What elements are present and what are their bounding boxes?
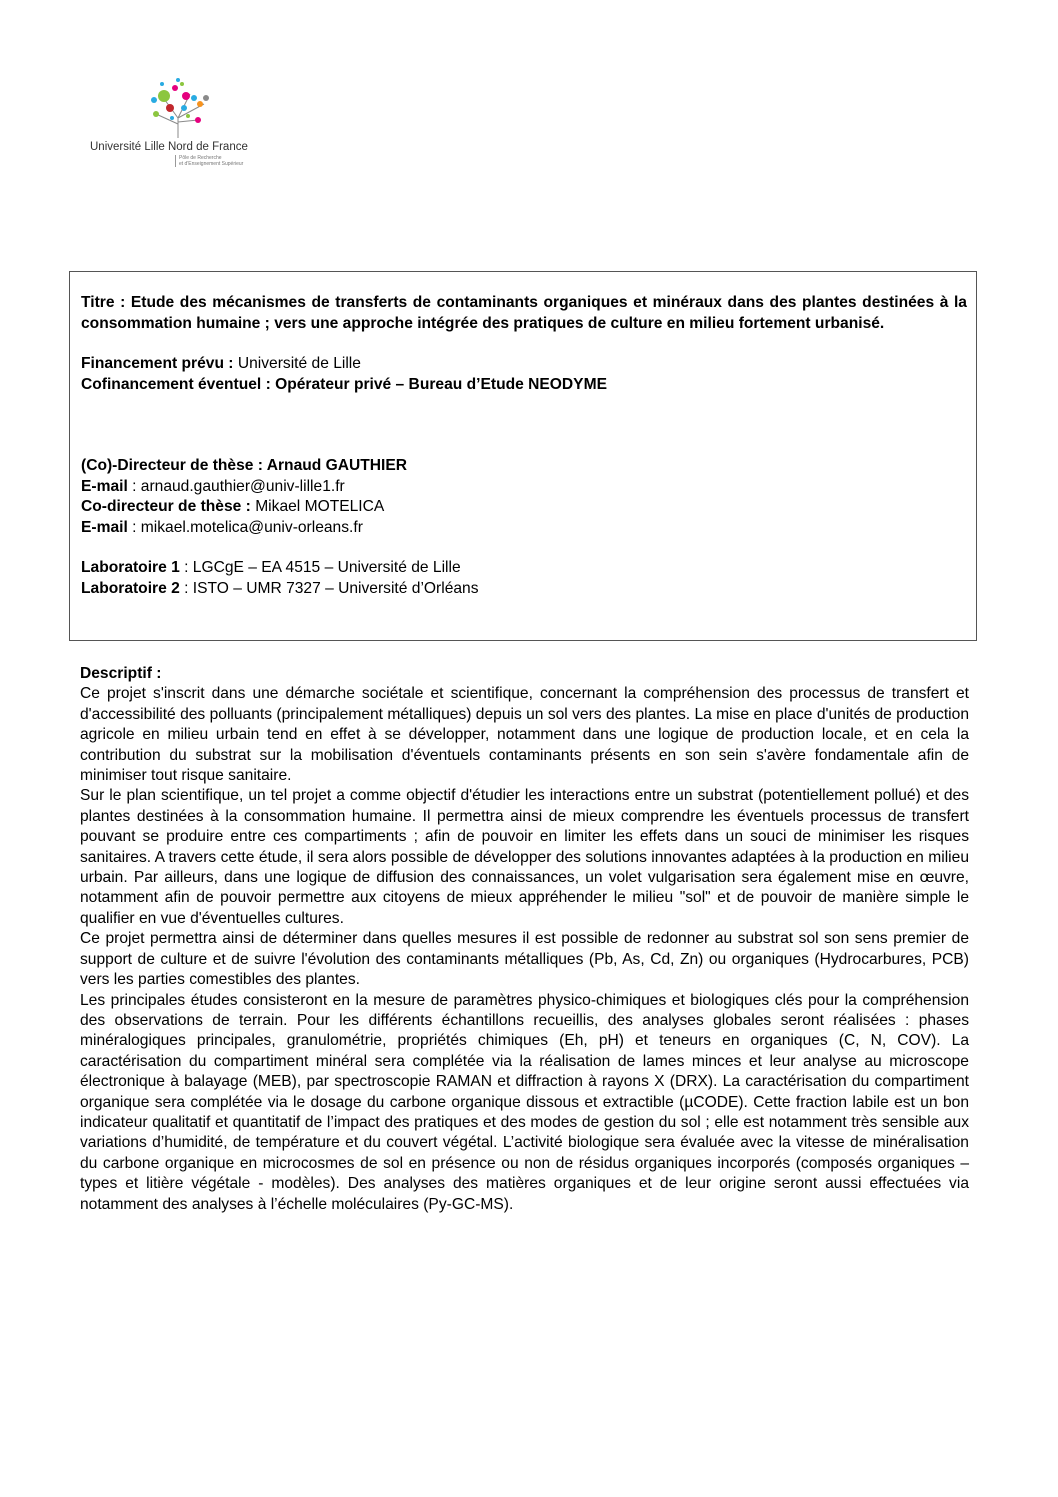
description-paragraph-1: Ce projet s'inscrit dans une démarche sociétale et scientifique, concernant la compréhension des processus de transfert et d'accessibilité des polluants (principalement métalliques) depuis un sol vers des plantes. La mise en place d'unités de production agricole en milieu urbain tend en effet à se développer, notamment dans une logique de production locale, et en cela la contribution du substrat sur la mobilisation d'éventuels contaminants présents en son sein s'avère fondamentale afin de minimiser tout risque sanitaire. xyxy=(80,685,969,785)
logo-tagline-line-1: Pôle de Recherche xyxy=(179,155,222,161)
email1-label: E-mail xyxy=(81,477,128,495)
title-text: Etude des mécanismes de transferts de contaminants organiques et minéraux dans des plantes destinées à la consommation humaine ; vers une approche intégrée des pratiques de culture en milieu fortement urbanisé. xyxy=(81,294,967,332)
description-paragraph-2: Sur le plan scientifique, un tel projet a comme objectif d'étudier les interactions entre un substrat (potentiellement pollué) et des plantes destinées à la consommation humaine. Il permettra ainsi de mieux comprendre les éventuels processus de transfert pouvant se produire entre ces compartiments ; afin de pouvoir en limiter les effets dans un souci de minimiser les risques sanitaires. A travers cette étude, il sera alors possible de développer des solutions innovantes adaptées à la production en milieu urbain. Par ailleurs, dans une logique de diffusion des connaissances, un volet vulgarisation sera également mise en œuvre, notamment afin de pouvoir permettre aux citoyens de mieux appréhender le milieu "sol" et de pouvoir de manière simple le qualifier en vue d'éventuelles cultures. xyxy=(80,787,969,927)
cofunding-line: Cofinancement éventuel : Opérateur privé – Bureau d’Etude NEODYME xyxy=(81,375,607,393)
lab2-line xyxy=(81,579,967,600)
codirector-line xyxy=(81,497,967,518)
lab1-line xyxy=(81,558,967,579)
logo-university-name: Université Lille Nord de France xyxy=(90,141,248,153)
email2-label: E-mail xyxy=(81,518,128,536)
thesis-title xyxy=(81,293,967,334)
funding-line xyxy=(81,354,967,375)
logo-tagline-line-2: et d'Enseignement Supérieur xyxy=(179,161,244,167)
codirector-value: Mikael MOTELICA xyxy=(255,498,385,515)
lab1-label: Laboratoire 1 xyxy=(81,559,180,576)
description-heading: Descriptif : xyxy=(80,665,162,682)
university-logo xyxy=(88,74,268,174)
funding-label: Financement prévu : xyxy=(81,355,234,372)
description-section xyxy=(80,664,969,1215)
email2-line xyxy=(81,518,967,539)
description-paragraph-4: Les principales études consisteront en la mesure de paramètres physico-chimiques et biologiques clés pour la compréhension des observations de terrain. Pour les différents échantillons recueillis, des analyses globales seront réalisées : phases minéralogiques principales, granulométrie, propriétés chimiques (Eh, pH) et teneurs en organiques (C, N, COV). La caractérisation du compartiment minéral sera complétée via la réalisation de lames minces et leur analyse au microscope électronique à balayage (MEB), par spectroscopie RAMAN et diffraction à rayons X (DRX). La caractérisation du compartiment organique sera complétée via le dosage du carbone organique dissous et extractible (µCODE). Cette fraction labile est un bon indicateur qualitatif et quantitatif de l’impact des pratiques et des modes de gestion du sol ; elle est notamment très sensible aux variations d’humidité, de température et du couvert végétal. L’activité biologique sera évaluée avec la vitesse de minéralisation du carbone organique en microcosmes de sol en présence ou non de résidus organiques incorporés (composés organiques – types et litière végétale - modèles). Des analyses des matières organiques et de leur origine seront aussi effectuées via notamment des analyses à l’échelle moléculaires (Py-GC-MS). xyxy=(80,991,969,1213)
lab2-label: Laboratoire 2 xyxy=(81,579,180,597)
thesis-info-box xyxy=(69,271,977,641)
email2-value: : mikael.motelica@univ-orleans.fr xyxy=(127,518,363,536)
title-label: Titre : xyxy=(81,294,126,311)
email1-line xyxy=(81,477,967,498)
funding-value: Université de Lille xyxy=(237,355,361,372)
lab2-value: : ISTO – UMR 7327 – Université d’Orléans xyxy=(179,579,479,597)
description-paragraph-3: Ce projet permettra ainsi de déterminer dans quelles mesures il est possible de redonner au substrat sol son sens premier de support de culture et de suivre l'évolution des contaminants métalliques (Pb, As, Cd, Zn) ou organiques (Hydrocarbures, PCB) vers les parties comestibles des plantes. xyxy=(80,930,969,989)
director-line: (Co)-Directeur de thèse : Arnaud GAUTHIER xyxy=(81,457,408,474)
codirector-label: Co-directeur de thèse : xyxy=(81,498,251,515)
logo-tagline xyxy=(175,155,243,167)
email1-value: : arnaud.gauthier@univ-lille1.fr xyxy=(127,477,345,495)
tree-logo-icon xyxy=(118,74,238,140)
thesis-info-content xyxy=(81,293,967,599)
lab1-value: : LGCgE – EA 4515 – Université de Lille xyxy=(179,559,461,576)
